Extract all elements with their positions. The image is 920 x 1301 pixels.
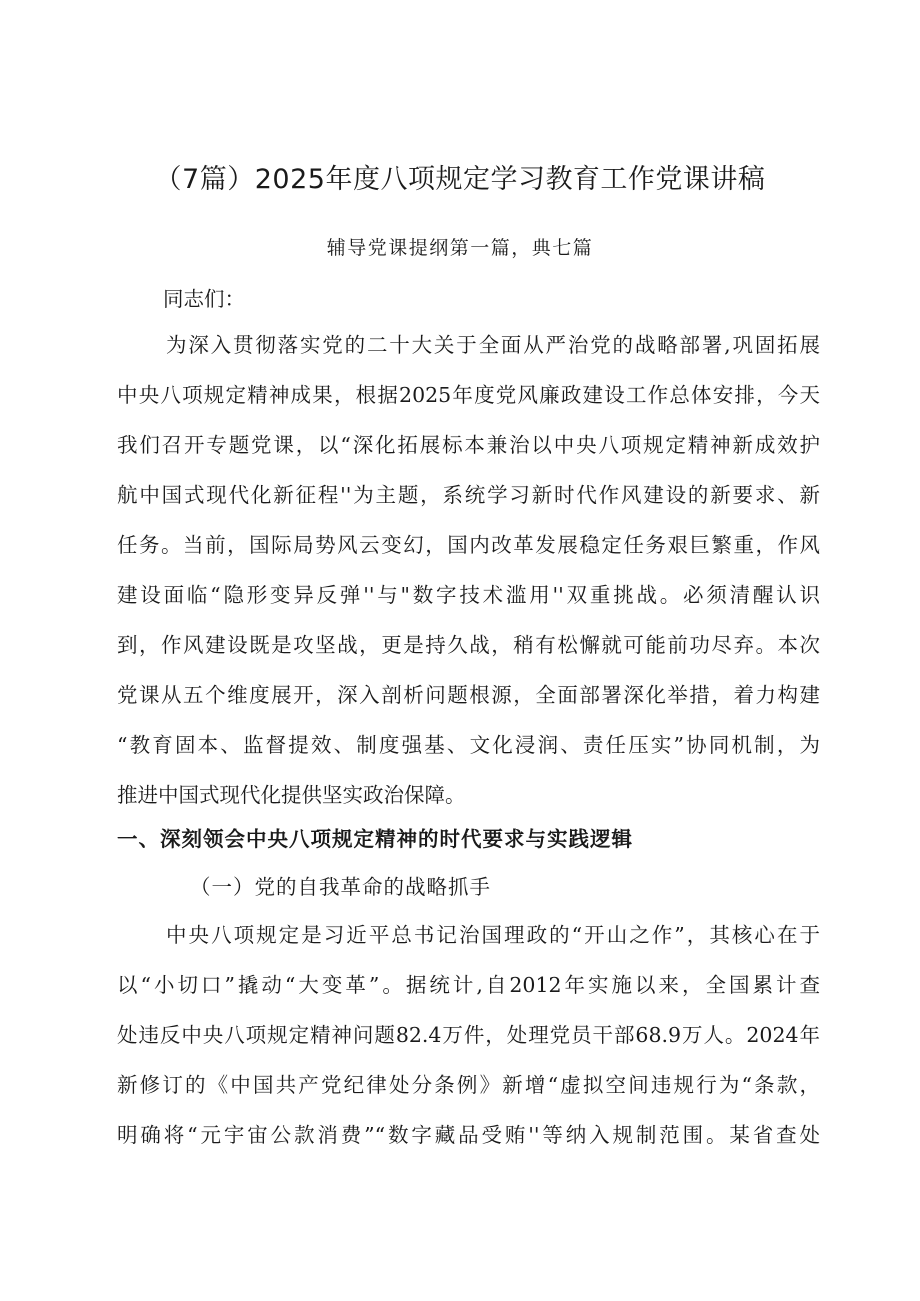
paragraph-line: 推进中国式现代化提供坚实政治保障。 bbox=[117, 783, 466, 807]
paragraph-line: 到，作风建设既是攻坚战，更是持久战，稍有松懈就可能前功尽弃。本次 bbox=[117, 633, 820, 657]
paragraph-line: 新修订的《中国共产党纪律处分条例》新增“虚拟空间违规行为“条款， bbox=[117, 1073, 820, 1097]
paragraph-line: 中央八项规定是习近平总书记治国理政的“开山之作”，其核心在于 bbox=[166, 923, 820, 947]
paragraph-line: 党课从五个维度展开，深入剖析问题根源，全面部署深化举措，着力构建 bbox=[117, 683, 820, 707]
paragraph-line: 中央八项规定精神成果，根据2025年度党风廉政建设工作总体安排，今天 bbox=[117, 383, 820, 407]
paragraph-line: 为深入贯彻落实党的二十大关于全面从严治党的战略部署,巩固拓展 bbox=[166, 333, 820, 357]
paragraph-line: 我们召开专题党课，以“深化拓展标本兼治以中央八项规定精神新成效护 bbox=[117, 433, 820, 457]
section-heading: 一、深刻领会中央八项规定精神的时代要求与实践逻辑 bbox=[117, 827, 633, 851]
paragraph-line: 任务。当前，国际局势风云变幻，国内改革发展稳定任务艰巨繁重，作风 bbox=[117, 533, 820, 557]
paragraph-line: 明确将“元宇宙公款消费”“数字藏品受贿''等纳入规制范围。某省查处 bbox=[117, 1123, 820, 1147]
greeting: 同志们： bbox=[163, 287, 245, 311]
paragraph-line: 处违反中央八项规定精神问题82.4万件，处理党员干部68.9万人。2024年 bbox=[117, 1023, 820, 1047]
paragraph-line: 建设面临“隐形变异反弹''与"数字技术滥用''双重挑战。必须清醒认识 bbox=[117, 583, 820, 607]
document-title: （7篇）2025年度八项规定学习教育工作党课讲稿 bbox=[154, 164, 766, 195]
paragraph-line: 以“小切口”撬动“大变革”。据统计,自2012年实施以来，全国累计查 bbox=[117, 973, 820, 997]
paragraph-line: “教育固本、监督提效、制度强基、文化浸润、责任压实”协同机制，为 bbox=[117, 733, 820, 757]
paragraph-line: 航中国式现代化新征程''为主题，系统学习新时代作风建设的新要求、新 bbox=[117, 483, 820, 507]
document-subtitle: 辅导党课提纲第一篇，典七篇 bbox=[326, 237, 594, 259]
subsection-heading: （一）党的自我革命的战略抓手 bbox=[190, 875, 491, 899]
